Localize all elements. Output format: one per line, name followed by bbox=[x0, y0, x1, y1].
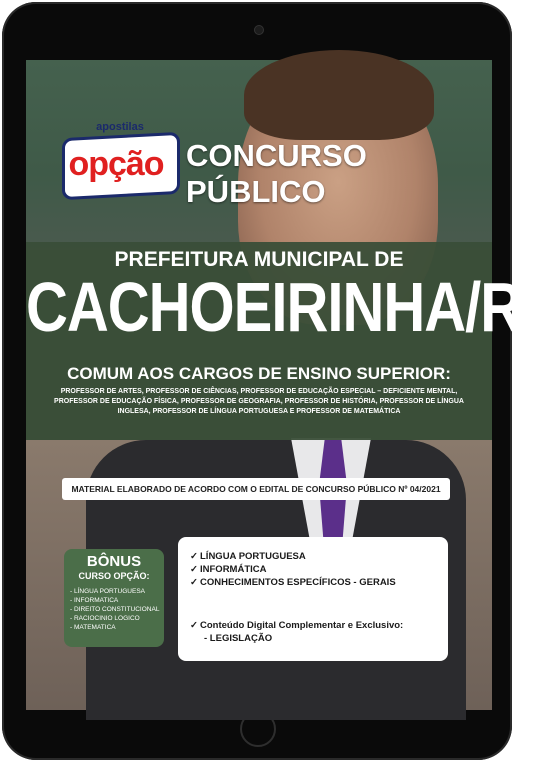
check-icon: ✓ bbox=[190, 577, 198, 588]
content-item-label: LÍNGUA PORTUGUESA bbox=[200, 551, 306, 562]
bonus-subtitle: CURSO OPÇÃO: bbox=[78, 571, 150, 581]
content-box bbox=[178, 537, 448, 661]
digital-content-label: Conteúdo Digital Complementar e Exclusivo: bbox=[200, 620, 404, 631]
bonus-list bbox=[70, 587, 164, 632]
edital-banner: MATERIAL ELABORADO DE ACORDO COM O EDITAL DE CONCURSO PÚBLICO Nº 04/2021 bbox=[62, 478, 450, 500]
content-item-label: INFORMÁTICA bbox=[200, 564, 267, 575]
bonus-item: - DIREITO CONSTITUCIONAL bbox=[70, 606, 160, 613]
bonus-item: - LÍNGUA PORTUGUESA bbox=[70, 588, 146, 595]
check-icon: ✓ bbox=[190, 564, 198, 575]
bonus-item: - INFORMATICA bbox=[70, 597, 119, 604]
logo-top-text: apostilas bbox=[96, 121, 144, 133]
digital-content-sub: - LEGISLAÇÃO bbox=[204, 633, 273, 644]
bonus-item: - MATEMATICA bbox=[70, 624, 116, 631]
cargos-subtitle: COMUM AOS CARGOS DE ENSINO SUPERIOR: bbox=[67, 364, 451, 383]
prefeitura-label: PREFEITURA MUNICIPAL DE bbox=[114, 248, 404, 271]
content-item bbox=[190, 577, 396, 588]
cargos-line: PROFESSOR DE ARTES, PROFESSOR DE CIÊNCIAS, PROFESSOR DE EDUCAÇÃO ESPECIAL – DEFICIENTE MENTAL, bbox=[60, 388, 458, 395]
book-cover bbox=[26, 60, 559, 710]
check-icon: ✓ bbox=[190, 620, 198, 631]
bonus-box bbox=[64, 549, 164, 647]
check-icon: ✓ bbox=[190, 551, 198, 562]
cargos-list bbox=[44, 387, 474, 417]
tablet-frame bbox=[2, 2, 559, 760]
header-title: CONCURSO PÚBLICO bbox=[186, 138, 367, 209]
opcao-logo bbox=[60, 121, 180, 197]
cargos-line: PROFESSOR DE EDUCAÇÃO FÍSICA, PROFESSOR DE GEOGRAFIA, PROFESSOR DE HISTÓRIA, PROFESSOR DE LÍNGUA bbox=[54, 398, 464, 405]
digital-content-item bbox=[190, 620, 403, 631]
city-title: CACHOEIRINHA/RS bbox=[26, 268, 559, 347]
camera-icon bbox=[255, 26, 263, 34]
cargos-line: INGLESA, PROFESSOR DE LÍNGUA PORTUGUESA E PROFESSOR DE MATEMÁTICA bbox=[117, 408, 401, 415]
content-item bbox=[190, 564, 267, 575]
teacher-hair bbox=[244, 50, 434, 140]
content-item-label: CONHECIMENTOS ESPECÍFICOS - GERAIS bbox=[200, 577, 396, 588]
logo-brand: opção bbox=[68, 145, 164, 183]
content-item bbox=[190, 551, 306, 562]
bonus-item: - RACIOCINIO LOGICO bbox=[70, 615, 140, 622]
bonus-title: BÔNUS bbox=[86, 553, 142, 570]
